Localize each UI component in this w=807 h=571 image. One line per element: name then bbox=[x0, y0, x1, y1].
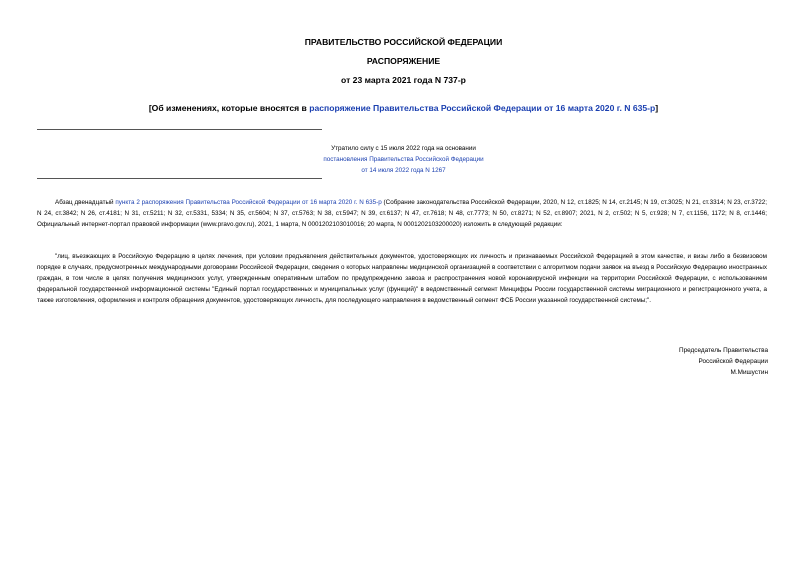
status-link-resolution[interactable]: постановления Правительства Российской Федерации bbox=[323, 156, 484, 163]
title-close: ] bbox=[655, 103, 659, 113]
status-note bbox=[0, 143, 807, 176]
status-divider-bottom bbox=[37, 178, 322, 179]
p1-rest: (Собрание законодательства Российской Федерации, 2020, N 12, ст.1825; N 14, ст.2145; N 19, ст.3025; N 21, ст.3314; N 23, ст.3722; N 24, ст.3842; N 26, ст.4181; N 31, ст.5211; N 32, ст.5331, 5334; N 35, ст.5604; N 37, ст.5763; N 38, ст.5947; N 39, ст.6137; N 47, ст.7618; N 48, ст.7773; N 50, ст.8271; N 52, ст.8907; 2021, N 2, ст.502; N 5, ст.928; N 7, ст.1156, 1172; N 8, ст.1446; Официальный интернет-портал правовой информации (www.pravo.gov.ru), 2021, 1 марта, N 0001202103010016; 20 марта, N 0001202103200020) изложить в следующей редакции: bbox=[37, 199, 768, 228]
body-paragraph-2: "лиц, въезжающих в Российскую Федерацию в целях лечения, при условии предъявления действительных документов, удостоверяющих их личность и признаваемых Российской Федерацией в этом качестве, и визы либо в безвизовом порядке в случаях, предусмотренных международными договорами Российской Федерации, сведения о которых направлены медицинской организацией в соответствии с алгоритмом подачи заявок на въезд в Российскую Федерацию иностранных граждан, в том числе в целях получения медицинских услуг, утвержденным оперативным штабом по предупреждению завоза и распространения новой коронавирусной инфекции на территории Российской Федерации, с использованием федеральной государственной информационной системы "Единый портал государственных и муниципальных услуг (функций)" в ведомственный сегмент Минцифры России государственной системы миграционного и регистрационного учета, а также изготовления, оформления и контроля обращения документов, удостоверяющих личность, для последующего направления в ведомственный сегмент ФСБ России указанной государственной системы;". bbox=[37, 253, 767, 304]
government-heading: ПРАВИТЕЛЬСТВО РОССИЙСКОЙ ФЕДЕРАЦИИ bbox=[304, 37, 503, 47]
status-divider-top bbox=[37, 129, 322, 130]
signature-position-country: Российской Федерации bbox=[698, 358, 768, 365]
status-link-date[interactable]: от 14 июля 2022 года N 1267 bbox=[361, 167, 446, 174]
document-date-number: от 23 марта 2021 года N 737-р bbox=[341, 75, 466, 85]
document-title bbox=[0, 103, 807, 113]
title-link-order-635[interactable]: распоряжение Правительства Российской Федерации от 16 марта 2020 г. N 635-р bbox=[309, 103, 656, 113]
body-paragraph-1 bbox=[37, 197, 767, 230]
status-line: Утратило силу с 15 июля 2022 года на основании bbox=[331, 145, 476, 152]
title-open: [Об изменениях, которые вносятся в bbox=[148, 103, 310, 113]
p1-start: Абзац двенадцатый bbox=[55, 199, 116, 206]
p1-link-order[interactable]: пункта 2 распоряжения Правительства Российской Федерации от 16 марта 2020 г. N 635-р bbox=[115, 199, 382, 206]
signature-position: Председатель Правительства bbox=[679, 347, 768, 354]
signature-name: М.Мишустин bbox=[730, 369, 768, 376]
document-type-heading: РАСПОРЯЖЕНИЕ bbox=[366, 56, 441, 66]
signature-block bbox=[679, 345, 768, 378]
